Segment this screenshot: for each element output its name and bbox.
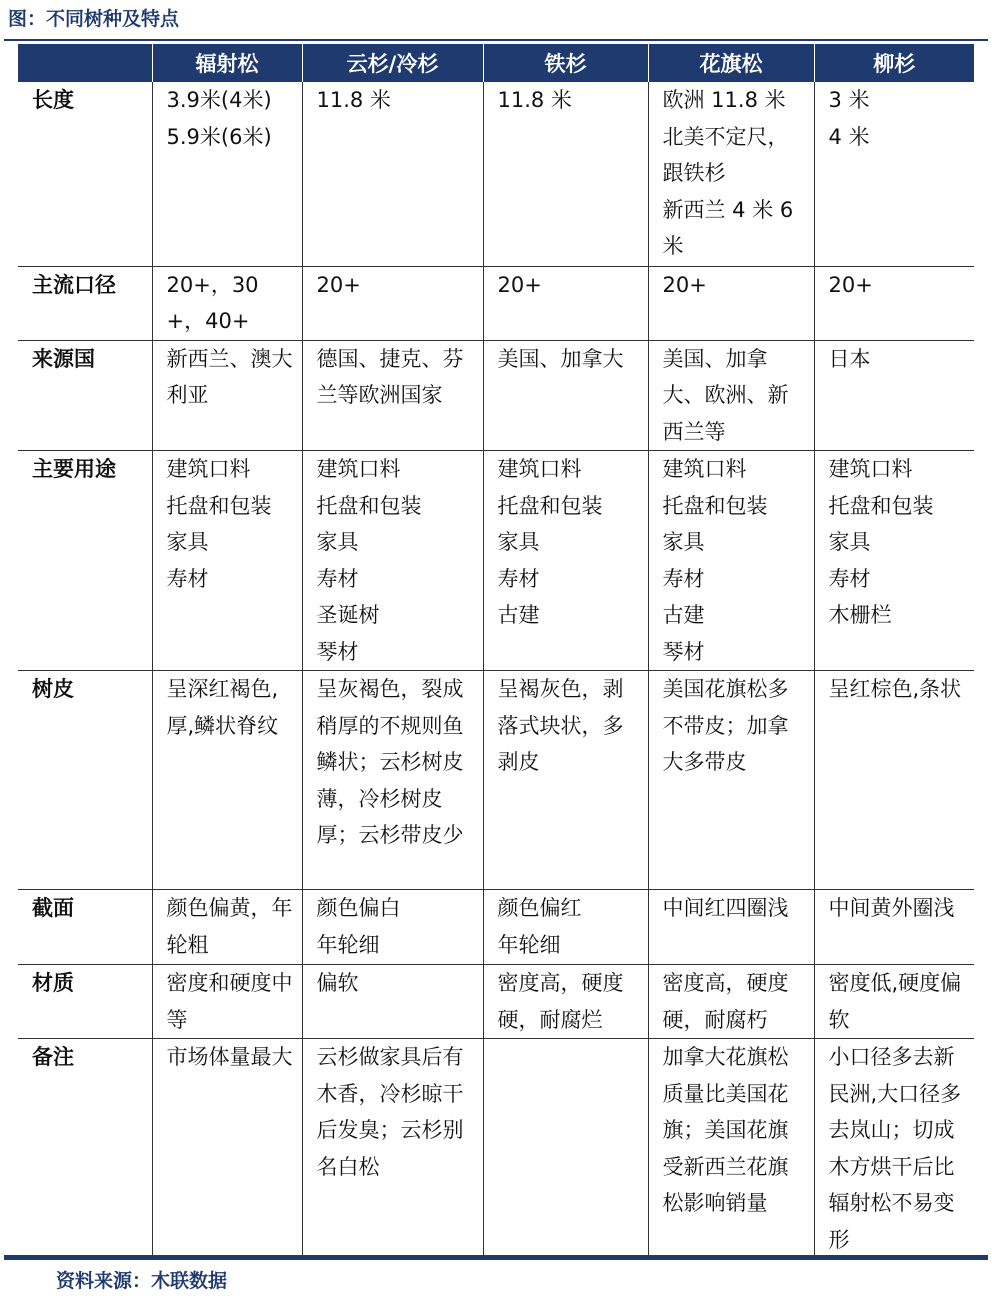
cell-line: 3 米 — [828, 88, 870, 112]
row-label: 主要用途 — [18, 451, 152, 671]
table-cell — [302, 671, 483, 890]
cell-line: 家具 — [316, 530, 359, 554]
cell-line: 20+ — [828, 272, 873, 297]
table-cell — [814, 890, 974, 965]
table-cell — [648, 82, 814, 266]
table-cell — [648, 451, 814, 671]
cell-line: 古建 — [662, 603, 705, 627]
table-cell — [483, 266, 648, 340]
table-cell — [302, 965, 483, 1039]
source-note: 资料来源：木联数据 — [56, 1270, 228, 1292]
cell-line: 家具 — [828, 530, 871, 554]
row-label: 树皮 — [18, 671, 152, 890]
table-row — [18, 451, 974, 671]
table-cell — [483, 671, 648, 890]
table-cell — [483, 340, 648, 451]
cell-line: 建筑口料 — [497, 457, 582, 481]
header-douglas-fir: 花旗松 — [648, 44, 814, 82]
cell-line: 年轮细 — [497, 932, 561, 957]
cell-line: 新西兰、澳大利亚 — [166, 346, 293, 407]
cell-line: 20+ — [316, 272, 361, 297]
cell-line: 美国、加拿大、欧洲、新西兰等 — [662, 346, 789, 444]
table-cell — [302, 82, 483, 266]
cell-line: 密度和硬度中等 — [166, 971, 293, 1032]
table-cell — [152, 965, 302, 1039]
cell-line: 德国、捷克、芬兰等欧洲国家 — [316, 346, 464, 407]
cell-line: 密度低,硬度偏软 — [828, 971, 962, 1032]
row-label: 长度 — [18, 82, 152, 266]
cell-line: 加拿大花旗松质量比美国花旗；美国花旗受新西兰花旗松影响销量 — [662, 1045, 789, 1215]
table-cell — [648, 890, 814, 965]
cell-line: 20+ — [497, 272, 542, 297]
cell-line: 寿材 — [497, 566, 540, 591]
cell-line: 寿材 — [316, 566, 359, 591]
table-cell — [152, 82, 302, 266]
header-corner — [18, 44, 152, 82]
species-table — [18, 44, 974, 1259]
table-cell — [648, 965, 814, 1039]
table-row — [18, 890, 974, 965]
cell-line: 建筑口料 — [316, 457, 401, 481]
cell-line: 日本 — [828, 346, 871, 371]
cell-line: 4 米 — [828, 124, 870, 149]
row-label: 截面 — [18, 890, 152, 965]
cell-line: 寿材 — [828, 566, 871, 591]
cell-line: 小口径多去新民洲,大口径多去岚山；切成木方烘干后比辐射松不易变形 — [828, 1045, 962, 1252]
table-cell — [152, 890, 302, 965]
table-cell — [483, 965, 648, 1039]
cell-line: 密度高，硬度硬，耐腐朽 — [662, 971, 789, 1032]
header-hemlock: 铁杉 — [483, 44, 648, 82]
header-radiata-pine: 辐射松 — [152, 44, 302, 82]
table-cell — [152, 340, 302, 451]
table-cell — [152, 671, 302, 890]
cell-line: 木栅栏 — [828, 603, 892, 627]
cell-line: 11.8 米 — [316, 88, 391, 112]
header-spruce-fir: 云杉/冷杉 — [302, 44, 483, 82]
cell-line: 美国、加拿大 — [497, 346, 624, 371]
cell-line: 新西兰 4 米 6 米 — [662, 197, 794, 258]
cell-line: 托盘和包装 — [828, 493, 934, 518]
table-cell — [814, 451, 974, 671]
table-cell — [152, 266, 302, 340]
table-cell — [814, 340, 974, 451]
cell-line: 市场体量最大 — [166, 1045, 293, 1069]
table-cell — [302, 266, 483, 340]
cell-line: 呈灰褐色，裂成稍厚的不规则鱼鳞状；云杉树皮薄，冷杉树皮厚；云杉带皮少 — [316, 677, 464, 847]
cell-line: 托盘和包装 — [497, 493, 603, 518]
table-cell — [483, 1039, 648, 1259]
row-label: 备注 — [18, 1039, 152, 1259]
row-label: 主流口径 — [18, 266, 152, 340]
bottom-rule — [4, 1255, 988, 1260]
cell-line: 寿材 — [662, 566, 705, 591]
cell-line: 3.9米(4米) — [166, 88, 272, 112]
table-header — [18, 44, 974, 82]
cell-line: 家具 — [662, 530, 705, 554]
cell-line: 颜色偏白 — [316, 896, 401, 920]
cell-line: 琴材 — [316, 639, 359, 664]
cell-line: 家具 — [497, 530, 540, 554]
table-row — [18, 1039, 974, 1259]
table-row — [18, 340, 974, 451]
table-row — [18, 965, 974, 1039]
table-row — [18, 266, 974, 340]
cell-line: 建筑口料 — [166, 457, 251, 481]
row-label: 材质 — [18, 965, 152, 1039]
table-cell — [483, 82, 648, 266]
table-cell — [302, 340, 483, 451]
cell-line: 古建 — [497, 603, 540, 627]
table-cell — [648, 340, 814, 451]
cell-line: 欧洲 11.8 米 — [662, 88, 786, 112]
cell-line: 建筑口料 — [828, 457, 913, 481]
table-cell — [648, 266, 814, 340]
table-cell — [302, 451, 483, 671]
header-cryptomeria: 柳杉 — [814, 44, 974, 82]
figure-title: 图：不同树种及特点 — [8, 8, 180, 30]
table-row — [18, 82, 974, 266]
cell-line: 11.8 米 — [497, 88, 572, 112]
cell-line: 琴材 — [662, 639, 705, 664]
top-rule — [4, 39, 988, 41]
cell-line: 家具 — [166, 530, 209, 554]
cell-line: 美国花旗松多不带皮；加拿大多带皮 — [662, 677, 789, 774]
cell-line: 密度高，硬度硬，耐腐烂 — [497, 971, 624, 1032]
table-cell — [814, 1039, 974, 1259]
cell-line: 中间红四圈浅 — [662, 896, 789, 920]
cell-line: 呈褐灰色，剥落式块状，多剥皮 — [497, 677, 624, 774]
cell-line: 20+，30+，40+ — [166, 272, 259, 333]
table-cell — [814, 266, 974, 340]
table-cell — [152, 451, 302, 671]
table-cell — [648, 671, 814, 890]
table-cell — [814, 965, 974, 1039]
cell-line: 托盘和包装 — [316, 493, 422, 518]
table-cell — [814, 671, 974, 890]
cell-line: 托盘和包装 — [166, 493, 272, 518]
cell-line: 呈红棕色,条状 — [828, 677, 962, 701]
table-body — [18, 82, 974, 1259]
table-cell — [302, 1039, 483, 1259]
cell-line: 呈深红褐色,厚,鳞状脊纹 — [166, 677, 279, 738]
table-row — [18, 671, 974, 890]
cell-line: 年轮细 — [316, 932, 380, 957]
cell-line: 寿材 — [166, 566, 209, 591]
table-cell — [483, 451, 648, 671]
cell-line: 托盘和包装 — [662, 493, 768, 518]
cell-line: 中间黄外圈浅 — [828, 896, 955, 920]
cell-line: 20+ — [662, 272, 707, 297]
row-label: 来源国 — [18, 340, 152, 451]
cell-line: 建筑口料 — [662, 457, 747, 481]
table-cell — [648, 1039, 814, 1259]
table-cell — [302, 890, 483, 965]
table-cell — [814, 82, 974, 266]
cell-line: 圣诞树 — [316, 603, 380, 627]
cell-line: 颜色偏黄，年轮粗 — [166, 896, 293, 957]
cell-line: 偏软 — [316, 971, 359, 995]
table-cell — [152, 1039, 302, 1259]
table-cell — [483, 890, 648, 965]
cell-line: 颜色偏红 — [497, 896, 582, 920]
cell-line: 云杉做家具后有木香，冷杉晾干后发臭；云杉别名白松 — [316, 1045, 464, 1179]
cell-line: 5.9米(6米) — [166, 124, 272, 149]
cell-line: 北美不定尺，跟铁杉 — [662, 124, 789, 185]
species-table-container — [18, 44, 974, 1259]
